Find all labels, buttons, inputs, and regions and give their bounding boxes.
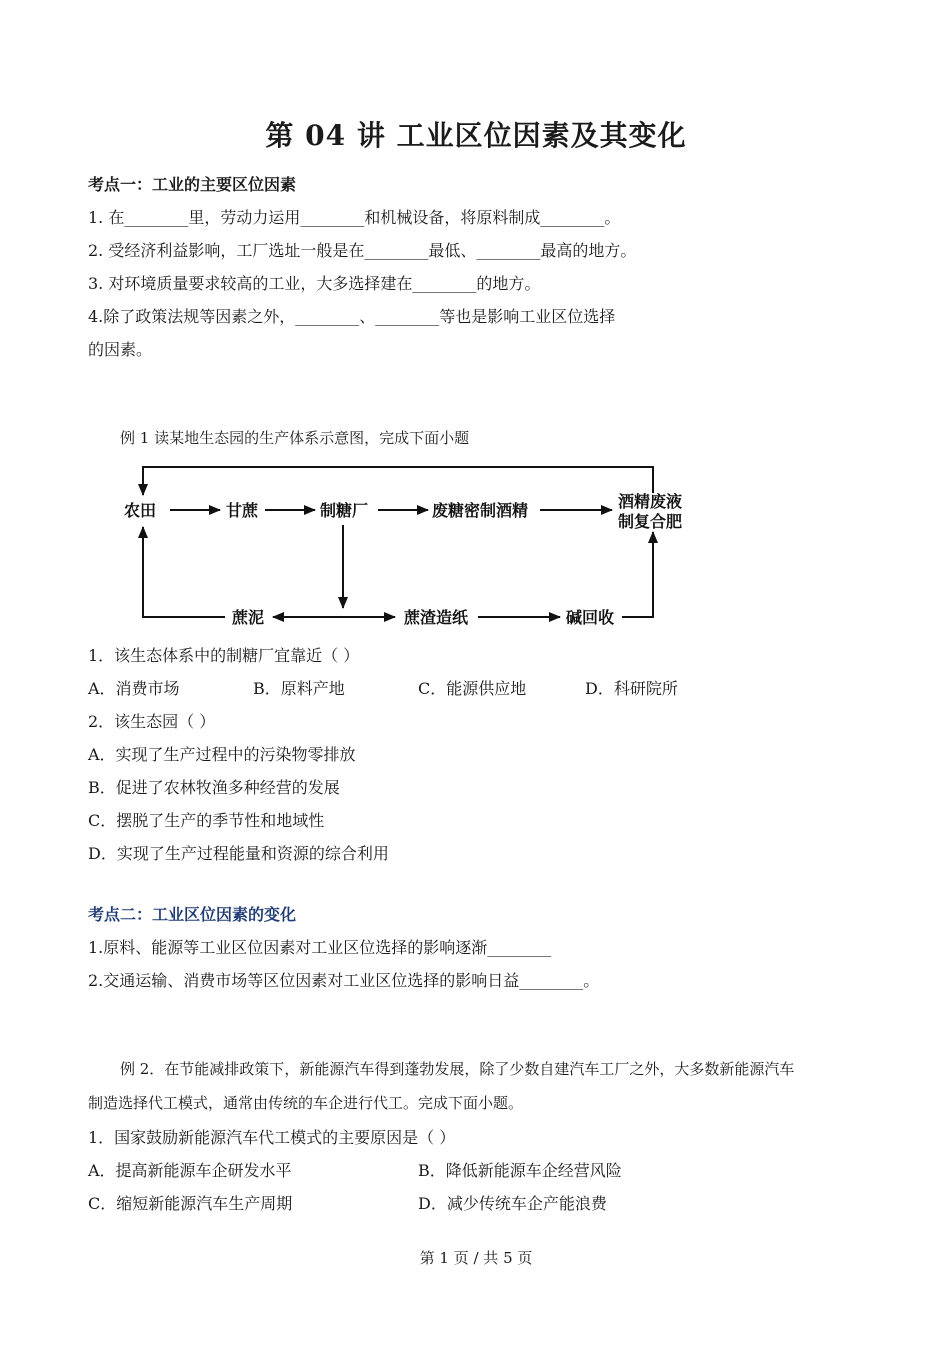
- example2-q1-option-c: C．缩短新能源汽车生产周期: [88, 1194, 293, 1213]
- node-alkali: 碱回收: [566, 608, 615, 627]
- example1-q2-option-b: B．促进了农林牧渔多种经营的发展: [88, 778, 340, 797]
- arrow-fertilizer-to-farmland: [143, 467, 653, 495]
- example1-q1-option-a: A．消费市场: [88, 679, 180, 698]
- arrow-mud-to-farmland: [143, 527, 225, 617]
- page-footer: 第 1 页 / 共 5 页: [419, 1249, 533, 1267]
- section2-q2: 2.交通运输、消费市场等区位因素对工业区位选择的影响日益________。: [88, 971, 600, 990]
- node-sugarcane: 甘蔗: [226, 501, 259, 520]
- section1-q4-line1: 4.除了政策法规等因素之外，________、________等也是影响工业区位选择: [88, 307, 616, 326]
- example1-q2-option-a: A．实现了生产过程中的污染物零排放: [88, 745, 356, 764]
- node-paper: 蔗渣造纸: [404, 608, 469, 627]
- example1-q1-option-b: B．原料产地: [253, 679, 345, 698]
- example1-q1-option-c: C．能源供应地: [418, 679, 527, 698]
- section1-q4-line2: 的因素。: [88, 340, 153, 359]
- section1-q2: 2. 受经济利益影响，工厂选址一般是在________最低、________最高的地方。: [88, 241, 637, 260]
- production-diagram: [0, 455, 952, 635]
- arrow-alkali-to-fertilizer: [622, 532, 653, 617]
- example1-intro: 例 1 读某地生态园的生产体系示意图，完成下面小题: [120, 429, 470, 447]
- page-title: 第 04 讲 工业区位因素及其变化: [265, 119, 687, 152]
- section2-q1: 1.原料、能源等工业区位因素对工业区位选择的影响逐渐________: [88, 938, 552, 957]
- example1-q1-option-d: D．科研院所: [585, 679, 678, 698]
- example2-intro-line2: 制造选择代工模式，通常由传统的车企进行代工。完成下面小题。: [88, 1094, 524, 1112]
- node-sugar-mill: 制糖厂: [320, 501, 369, 520]
- node-mud: 蔗泥: [232, 608, 265, 627]
- example2-q1-option-a: A．提高新能源车企研发水平: [88, 1161, 292, 1180]
- example2-intro-line1: 例 2．在节能减排政策下，新能源汽车得到蓬勃发展，除了少数自建汽车工厂之外，大多数新能源汽车: [120, 1060, 795, 1078]
- node-fertilizer-line1: 酒精废液: [618, 492, 683, 511]
- example1-q1-stem: 1．该生态体系中的制糖厂宜靠近（ ）: [88, 646, 360, 665]
- example2-q1-stem: 1．国家鼓励新能源汽车代工模式的主要原因是（ ）: [88, 1128, 456, 1147]
- example2-q1-option-d: D．减少传统车企产能浪费: [418, 1194, 607, 1213]
- section1-q1: 1. 在________里，劳动力运用________和机械设备，将原料制成________。: [88, 208, 621, 227]
- section2-heading: 考点二：工业区位因素的变化: [88, 905, 297, 924]
- node-farmland: 农田: [124, 501, 157, 520]
- node-fertilizer-line2: 制复合肥: [618, 512, 683, 531]
- example1-q2-option-c: C．摆脱了生产的季节性和地域性: [88, 811, 325, 830]
- node-molasses: 废糖密制酒精: [432, 501, 529, 520]
- example1-q2-option-d: D．实现了生产过程能量和资源的综合利用: [88, 844, 389, 863]
- section1-q3: 3. 对环境质量要求较高的工业，大多选择建在________的地方。: [88, 274, 541, 293]
- example1-q2-stem: 2．该生态园（ ）: [88, 712, 216, 731]
- section1-heading: 考点一：工业的主要区位因素: [88, 175, 297, 194]
- example2-q1-option-b: B．降低新能源车企经营风险: [418, 1161, 622, 1180]
